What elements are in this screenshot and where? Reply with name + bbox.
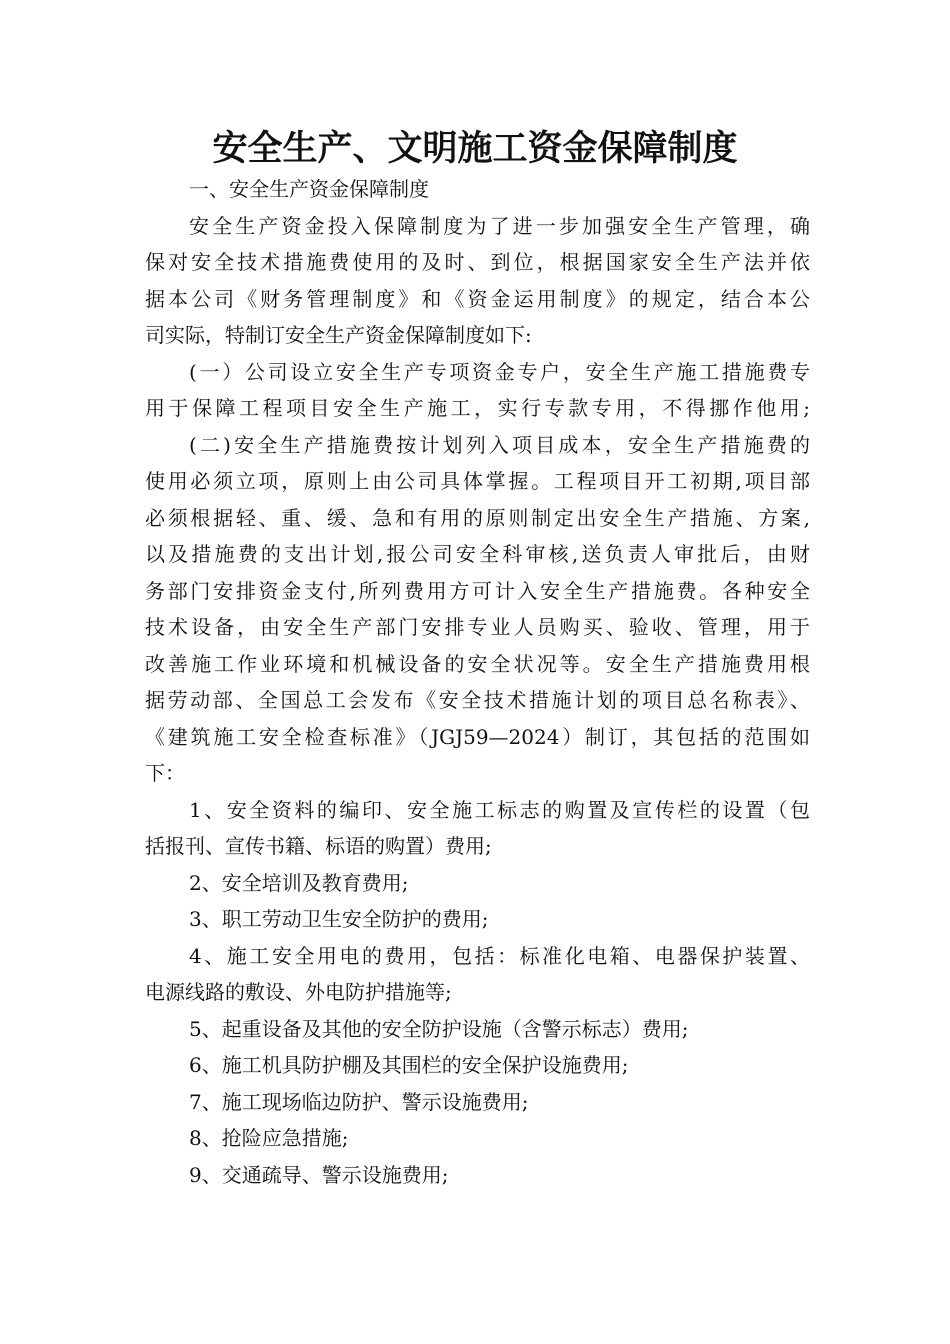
document-title: 安全生产、文明施工资金保障制度 [212,128,738,169]
text-line: 安全生产资金投入保障制度为了进一步加强安全生产管理，确 [189,213,810,238]
text-line: 以及措施费的支出计划,报公司安全科审核,送负责人审批后，由财 [145,542,810,566]
text-line: 6、施工机具防护棚及其围栏的安全保护设施费用; [189,1053,629,1077]
text-line: 使用必须立项，原则上由公司具体掌握。工程项目开工初期,项目部 [145,469,810,493]
text-line: 5、起重设备及其他的安全防护设施（含警示标志）费用; [189,1016,689,1041]
text-line: 用于保障工程项目安全生产施工，实行专款专用，不得挪作他用; [145,396,810,420]
text-line: 8、抢险应急措施; [189,1126,349,1150]
text-line: 3、职工劳动卫生安全防护的费用; [189,907,489,931]
text-line: 据本公司《财务管理制度》和《资金运用制度》的规定，结合本公 [145,286,810,311]
text-line: 4、施工安全用电的费用，包括：标准化电箱、电器保护装置、 [189,943,810,968]
text-line: 7、施工现场临边防护、警示设施费用; [189,1089,529,1114]
text-line: 保对安全技术措施费使用的及时、到位，根据国家安全生产法并依 [145,250,810,274]
text-line: 司实际，特制订安全生产资金保障制度如下: [145,323,532,347]
text-line: (一）公司设立安全生产专项资金专户，安全生产施工措施费专 [189,359,810,384]
text-line: 2、安全培训及教育费用; [189,870,409,895]
text-line: 技术设备，由安全生产部门安排专业人员购买、验收、管理，用于 [145,615,810,639]
text-line: 改善施工作业环境和机械设备的安全状况等。安全生产措施费用根 [145,651,810,676]
text-line: 务部门安排资金支付,所列费用方可计入安全生产措施费。各种安全 [145,578,810,603]
text-line: 《建筑施工安全检查标准》（JGJ59—2024）制订，其包括的范围如 [145,724,810,749]
text-line: 电源线路的敷设、外电防护措施等; [145,980,452,1004]
text-line: 一、安全生产资金保障制度 [189,177,429,201]
text-line: 下： [145,761,185,785]
text-line: 1、安全资料的编印、安全施工标志的购置及宣传栏的设置（包 [189,797,810,822]
text-line: 必须根据轻、重、缓、急和有用的原则制定出安全生产措施、方案, [145,505,810,530]
text-line: (二)安全生产措施费按计划列入项目成本，安全生产措施费的 [189,432,810,457]
text-line: 括报刊、宣传书籍、标语的购置）费用; [145,834,492,858]
text-line: 据劳动部、全国总工会发布《安全技术措施计划的项目总名称表》、 [145,688,810,712]
text-line: 9、交通疏导、警示设施费用; [189,1162,449,1187]
